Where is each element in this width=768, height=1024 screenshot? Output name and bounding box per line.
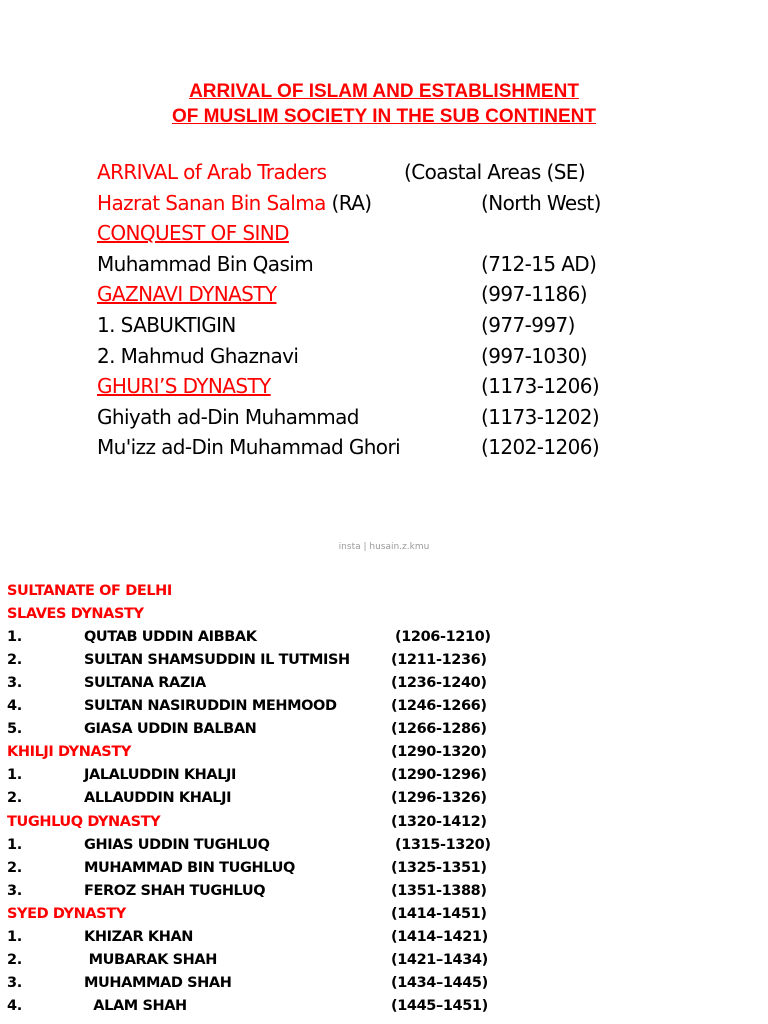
overview-label-segment: GAZNAVI DYNASTY [97, 282, 277, 307]
dynasty-name: KHILJI DYNASTY [7, 744, 131, 761]
ruler-number: 1. [7, 928, 22, 945]
ruler-name: ALLAUDDIN KHALJI [84, 790, 232, 807]
dynasty-name: SLAVES DYNASTY [7, 606, 144, 623]
ruler-name: SULTANA RAZIA [84, 675, 206, 692]
ruler-row [0, 926, 768, 949]
title-line-2: OF MUSLIM SOCIETY IN THE SUB CONTINENT [172, 106, 596, 127]
ruler-number: 2. [7, 652, 22, 669]
reign-years: (1206-1210) [395, 629, 491, 646]
ruler-row [0, 718, 768, 741]
dynasty-header-row [0, 741, 768, 764]
ruler-name: FEROZ SHAH TUGHLUQ [84, 882, 266, 899]
reign-years: (1445–1451) [391, 997, 488, 1014]
reign-years: (1320-1412) [391, 813, 487, 830]
ruler-row [0, 672, 768, 695]
dynasty-header-row [0, 903, 768, 926]
overview-label-segment: 1. SABUKTIGIN [97, 313, 236, 337]
ruler-name: JALALUDDIN KHALJI [84, 767, 237, 784]
overview-date: (997-1030) [481, 343, 587, 368]
dynasty-header-row [0, 811, 768, 834]
dynasty-name: SULTANATE OF DELHI [7, 583, 172, 599]
ruler-number: 1. [7, 767, 22, 784]
ruler-number: 5. [7, 721, 22, 738]
ruler-name: SULTAN SHAMSUDDIN IL TUTMISH [84, 652, 350, 669]
reign-years: (1434–1445) [391, 974, 488, 991]
overview-date: (Coastal Areas (SE) [404, 160, 586, 184]
reign-years: (1246-1266) [391, 698, 487, 715]
ruler-row [0, 764, 768, 787]
overview-label-segment: GHURI’S DYNASTY [97, 374, 271, 399]
dynasty-name: TUGHLUQ DYNASTY [7, 813, 161, 830]
ruler-row [0, 949, 768, 972]
overview-date: (1173-1202) [481, 404, 600, 429]
overview-date: (1173-1206) [481, 374, 600, 399]
overview-label-segment: Hazrat Sanan Bin Salma [97, 190, 326, 215]
ruler-number: 4. [7, 698, 22, 715]
ruler-name: GIASA UDDIN BALBAN [84, 721, 257, 738]
overview-date: (977-997) [481, 313, 575, 337]
title-line-1: ARRIVAL OF ISLAM AND ESTABLISHMENT [189, 81, 579, 102]
overview-date: (North West) [481, 190, 601, 215]
ruler-name: ALAM SHAH [84, 997, 187, 1014]
ruler-number: 3. [7, 974, 22, 991]
reign-years: (1296-1326) [391, 790, 487, 807]
reign-years: (1211-1236) [391, 652, 487, 669]
dynasty-name: SYED DYNASTY [7, 905, 126, 922]
overview-label-segment: ARRIVAL of Arab Traders [97, 160, 327, 184]
ruler-row [0, 695, 768, 718]
reign-years: (1236-1240) [391, 675, 487, 692]
ruler-row [0, 857, 768, 880]
reign-years: (1266-1286) [391, 721, 487, 738]
reign-years: (1325-1351) [391, 859, 487, 876]
overview-label-segment: 2. Mahmud Ghaznavi [97, 343, 299, 368]
overview-label-segment: (RA) [325, 190, 372, 215]
ruler-number: 2. [7, 859, 22, 876]
reign-years: (1351-1388) [391, 882, 487, 899]
overview-date: (997-1186) [481, 282, 587, 307]
dynasty-header-row [0, 603, 768, 626]
ruler-number: 4. [7, 997, 22, 1014]
ruler-name: SULTAN NASIRUDDIN MEHMOOD [84, 698, 337, 715]
overview-date: (712-15 AD) [481, 251, 597, 276]
overview-label-segment: Muhammad Bin Qasim [97, 251, 314, 276]
reign-years: (1421–1434) [391, 951, 488, 968]
ruler-row [0, 626, 768, 649]
overview-label-segment: Mu'izz ad-Din Muhammad Ghori [97, 435, 401, 460]
reign-years: (1315-1320) [395, 836, 491, 853]
reign-years: (1290-1296) [391, 767, 487, 784]
ruler-row [0, 834, 768, 857]
overview-date: (1202-1206) [481, 435, 600, 460]
ruler-number: 1. [7, 629, 22, 646]
ruler-row [0, 972, 768, 995]
ruler-row [0, 787, 768, 810]
ruler-row [0, 995, 768, 1018]
ruler-name: KHIZAR KHAN [84, 928, 194, 945]
overview-label-segment: CONQUEST OF SIND [97, 221, 289, 246]
ruler-row [0, 649, 768, 672]
ruler-number: 3. [7, 882, 22, 899]
ruler-number: 2. [7, 951, 22, 968]
ruler-name: MUHAMMAD BIN TUGHLUQ [84, 859, 295, 876]
ruler-number: 3. [7, 675, 22, 692]
ruler-name: QUTAB UDDIN AIBBAK [84, 629, 257, 646]
reign-years: (1414–1421) [391, 928, 488, 945]
ruler-number: 1. [7, 836, 22, 853]
ruler-name: MUHAMMAD SHAH [84, 974, 232, 991]
reign-years: (1414-1451) [391, 905, 487, 922]
reign-years: (1290-1320) [391, 744, 487, 761]
ruler-name: MUBARAK SHAH [84, 951, 217, 968]
watermark: insta | husain.z.kmu [338, 542, 430, 552]
dynasty-header-row [0, 580, 768, 603]
ruler-name: GHIAS UDDIN TUGHLUQ [84, 836, 270, 853]
overview-label-segment: Ghiyath ad-Din Muhammad [97, 404, 359, 429]
ruler-number: 2. [7, 790, 22, 807]
ruler-row [0, 880, 768, 903]
